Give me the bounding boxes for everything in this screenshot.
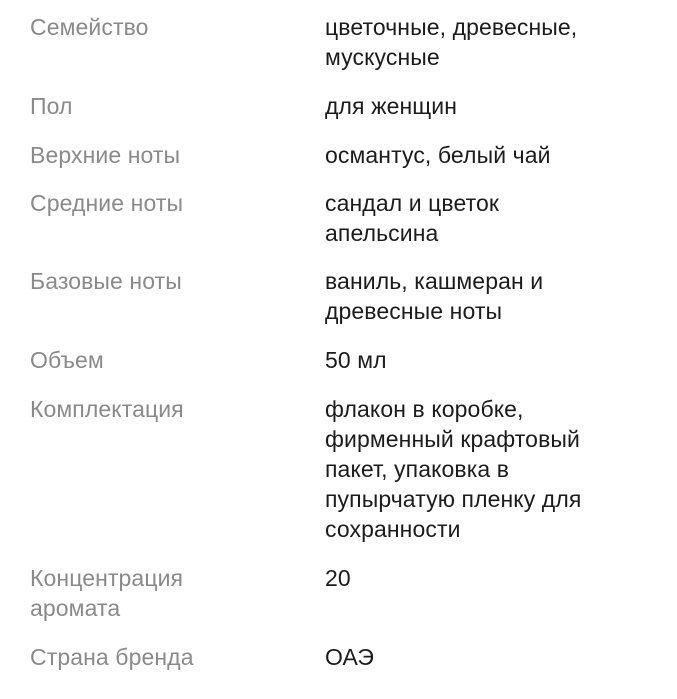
spec-value-line: 20: [325, 565, 351, 591]
spec-label-line: Страна бренда: [30, 644, 194, 670]
spec-value-line: для женщин: [325, 93, 458, 119]
spec-label: [30, 91, 300, 121]
spec-value-line: флакон в коробке,: [325, 396, 524, 422]
spec-value: [325, 563, 655, 593]
spec-value-line: ваниль, кашмеран и: [325, 268, 544, 294]
spec-value-line: апельсина: [325, 220, 439, 246]
spec-label: [30, 188, 300, 218]
spec-value-line: сандал и цветок: [325, 190, 500, 216]
spec-label: [30, 563, 300, 623]
spec-label-line: Базовые ноты: [30, 268, 182, 294]
spec-label: [30, 12, 300, 42]
spec-value: [325, 642, 655, 672]
spec-label-line: Семейство: [30, 14, 149, 40]
spec-value-line: древесные ноты: [325, 298, 503, 324]
spec-label-line: Объем: [30, 347, 104, 373]
spec-value: [325, 345, 655, 375]
spec-value-line: 50 мл: [325, 347, 387, 373]
spec-value-line: ОАЭ: [325, 644, 375, 670]
spec-value: [325, 91, 655, 121]
spec-value-line: цветочные, древесные,: [325, 14, 578, 40]
spec-label: [30, 266, 300, 296]
spec-value-line: мускусные: [325, 44, 440, 70]
spec-label: [30, 642, 300, 672]
spec-value: [325, 12, 655, 72]
spec-label: [30, 140, 300, 170]
spec-label-line: Комплектация: [30, 396, 184, 422]
spec-label: [30, 394, 300, 424]
spec-value-line: фирменный крафтовый: [325, 426, 580, 452]
spec-label: [30, 345, 300, 375]
spec-value-line: османтус, белый чай: [325, 142, 551, 168]
spec-value-line: пупырчатую пленку для: [325, 486, 582, 512]
spec-value-line: пакет, упаковка в: [325, 456, 510, 482]
spec-label-line: Пол: [30, 93, 73, 119]
spec-value: [325, 266, 655, 326]
spec-label-line: аромата: [30, 595, 121, 621]
spec-value: [325, 394, 655, 544]
spec-value-line: сохранности: [325, 516, 461, 542]
spec-label-line: Верхние ноты: [30, 142, 181, 168]
spec-label-line: Средние ноты: [30, 190, 184, 216]
spec-value: [325, 188, 655, 248]
spec-label-line: Концентрация: [30, 565, 184, 591]
spec-value: [325, 140, 655, 170]
